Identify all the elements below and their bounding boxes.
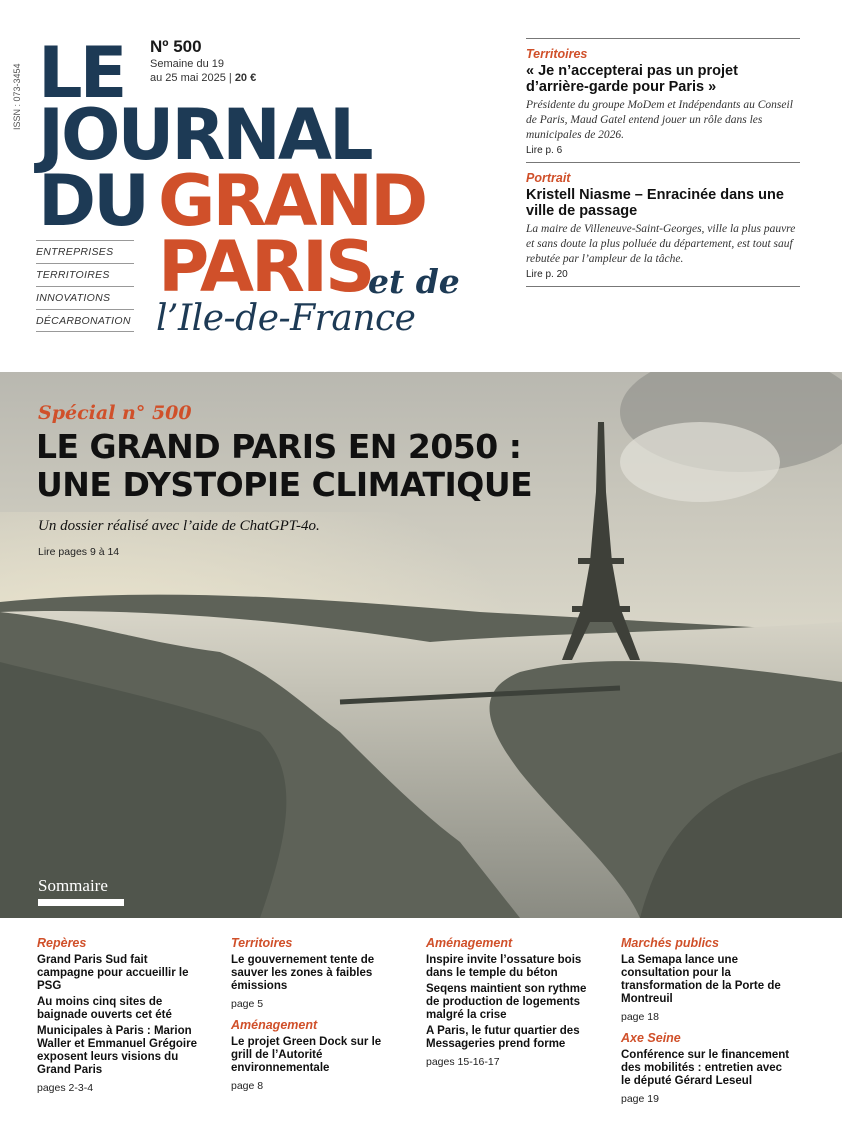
issue-dates-line: [150, 71, 270, 85]
theme-item: TERRITOIRES: [36, 263, 134, 286]
toc-item[interactable]: Grand Paris Sud fait campagne pour accueillir le PSG: [37, 954, 189, 992]
toc-item[interactable]: Au moins cinq sites de baignade ouverts cet été: [37, 996, 172, 1021]
teaser-title: Kristell Niasme – Enracinée dans une ville de passage: [526, 187, 784, 219]
hero-headline-line2: UNE DYSTOPIE CLIMATIQUE: [36, 465, 533, 504]
toc-kicker: Aménagement: [426, 936, 513, 950]
toc-kicker: Axe Seine: [621, 1031, 681, 1045]
toc-kicker: Territoires: [231, 936, 293, 950]
teaser-description: Présidente du groupe MoDem et Indépendants au Conseil de Paris, Maud Gatel entend jouer un rôle dans les municipales de 2026.: [526, 99, 793, 141]
issue-price: 20 €: [234, 72, 257, 84]
toc-item[interactable]: A Paris, le futur quartier des Messageries prend forme: [426, 1025, 580, 1050]
hero-page-ref: Lire pages 9 à 14: [38, 546, 120, 558]
masthead-le: LE: [38, 32, 125, 114]
masthead-ile-de-france: l’Ile-de-France: [156, 298, 416, 339]
toc-item[interactable]: Le gouvernement tente de sauver les zones à faibles émissions: [231, 954, 375, 992]
issue-week: Semaine du 19: [150, 58, 224, 70]
toc-page-ref: pages 2-3-4: [37, 1082, 94, 1094]
toc-page-ref: pages 15-16-17: [426, 1056, 500, 1068]
teaser-page-ref: Lire p. 20: [526, 269, 568, 280]
toc-page-ref: page 19: [621, 1093, 659, 1105]
table-of-contents: [0, 936, 842, 1126]
masthead-paris: PARIS: [158, 226, 373, 308]
toc-item[interactable]: Municipales à Paris : Marion Waller et Emmanuel Grégoire exposent leurs visions du Grand Paris: [37, 1025, 197, 1076]
teaser-kicker: Portrait: [526, 171, 571, 185]
toc-column-reperes: [37, 936, 207, 1094]
toc-item[interactable]: Inspire invite l’ossature bois dans le temple du béton: [426, 954, 582, 979]
hero-photo: [0, 372, 842, 918]
issue-number: Nº 500: [150, 37, 202, 56]
toc-kicker: Marchés publics: [621, 936, 719, 950]
hero-headline[interactable]: [36, 428, 596, 504]
toc-page-ref: page 8: [231, 1080, 264, 1092]
theme-item: INNOVATIONS: [36, 286, 134, 309]
toc-item[interactable]: Le projet Green Dock sur le grill de l’Autorité environnementale: [231, 1036, 382, 1074]
masthead-et-de: et de: [368, 262, 460, 301]
toc-column-marches-publics: [621, 936, 791, 1105]
masthead-grand: GRAND: [158, 160, 426, 242]
toc-column-amenagement: [426, 936, 596, 1068]
teaser-title: « Je n’accepterai pas un projet d’arrière-garde pour Paris »: [526, 63, 738, 95]
teaser-page-ref: Lire p. 6: [526, 145, 563, 156]
toc-page-ref: page 5: [231, 998, 264, 1010]
theme-item: ENTREPRISES: [36, 240, 134, 263]
teaser-column: [526, 38, 800, 287]
masthead-journal: JOURNAL: [38, 94, 371, 176]
toc-page-ref: page 18: [621, 1011, 659, 1023]
hero-headline-line1: LE GRAND PARIS EN 2050 :: [36, 427, 522, 466]
masthead-du: DU: [38, 160, 147, 242]
theme-item: DÉCARBONATION: [36, 309, 134, 332]
toc-item[interactable]: La Semapa lance une consultation pour la transformation de la Porte de Montreuil: [621, 954, 781, 1005]
hero-kicker: Spécial n° 500: [38, 402, 192, 424]
toc-item[interactable]: Conférence sur le financement des mobilités : entretien avec le député Gérard Leseul: [621, 1049, 790, 1087]
theme-list: [36, 240, 134, 332]
issn-label: ISSN : 073-3454: [12, 63, 22, 130]
hero-subtitle: Un dossier réalisé avec l’aide de ChatGPT-4o.: [38, 518, 320, 534]
toc-column-territoires: [231, 936, 401, 1092]
toc-kicker: Aménagement: [231, 1018, 318, 1032]
teaser-territoires[interactable]: [526, 39, 800, 163]
issue-dates: au 25 mai 2025 |: [150, 72, 235, 84]
teaser-kicker: Territoires: [526, 47, 588, 61]
teaser-description: La maire de Villeneuve-Saint-Georges, ville la plus pauvre et sans doute la plus polluée du département, est tout sauf rebutée par l’ampleur de la tâche.: [526, 223, 796, 265]
toc-item[interactable]: Seqens maintient son rythme de production de logements malgré la crise: [426, 983, 587, 1021]
sommaire-label: Sommaire: [38, 876, 124, 906]
teaser-portrait[interactable]: [526, 163, 800, 287]
toc-kicker: Repères: [37, 936, 87, 950]
issue-info: [150, 37, 270, 85]
